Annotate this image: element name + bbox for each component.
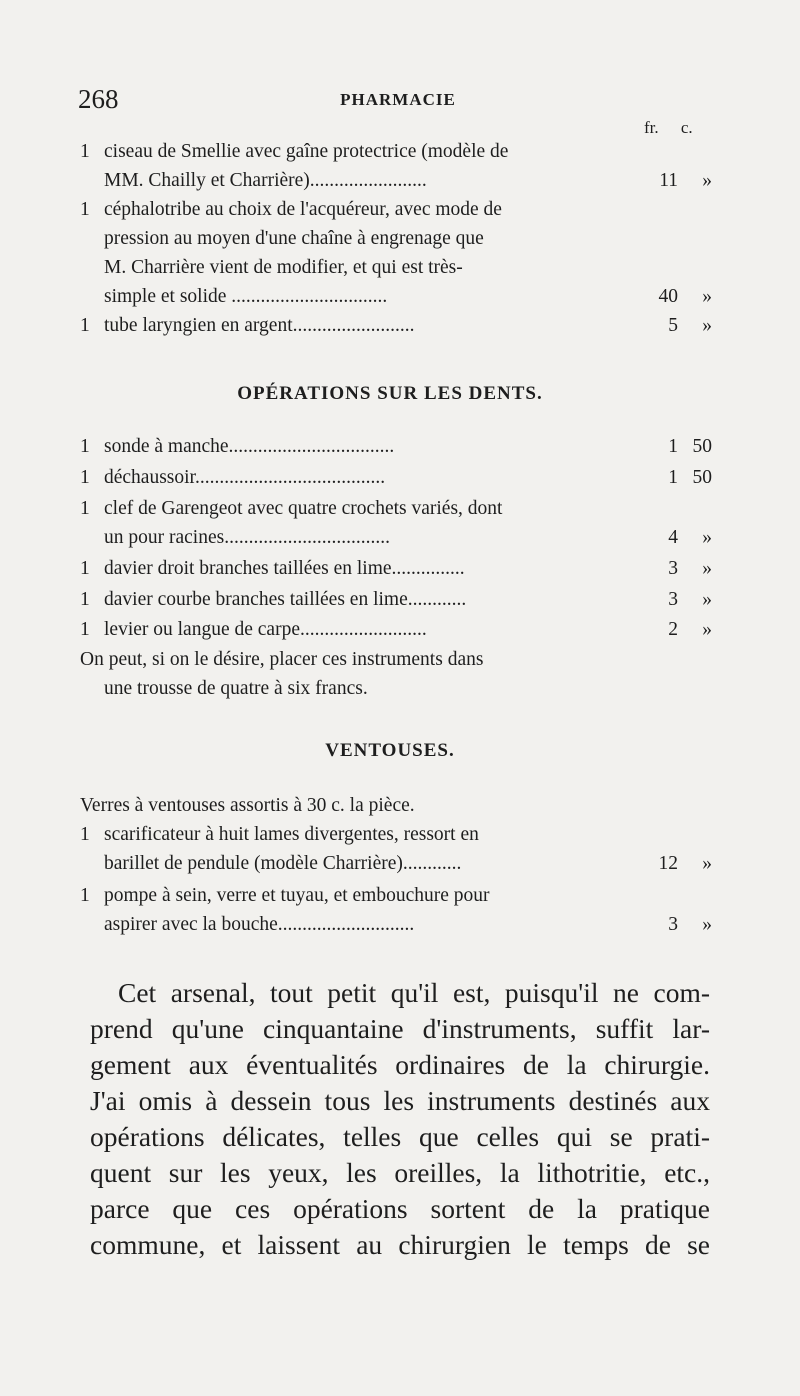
item-price-centimes: »: [702, 527, 712, 548]
item-text-line: clef de Garengeot avec quatre crochets variés, dont: [104, 498, 503, 519]
paragraph-line: J'ai omis à dessein tous les instruments destinés aux: [90, 1085, 710, 1116]
item-text-line: davier droit branches taillées en lime...............: [104, 558, 465, 579]
item-quantity: 1: [80, 436, 90, 457]
item-price-centimes: »: [702, 853, 712, 874]
item-price-francs: 1: [668, 467, 678, 488]
item-price-francs: 4: [668, 527, 678, 548]
list-item: [80, 554, 710, 583]
teeth-note: [80, 645, 710, 703]
list-item: [80, 615, 710, 644]
item-text-line: sonde à manche..................................: [104, 436, 395, 457]
item-text-line: tube laryngien en argent.........................: [104, 315, 415, 336]
section-title-teeth: OPÉRATIONS SUR LES DENTS.: [237, 383, 543, 404]
item-price-francs: 40: [658, 286, 678, 307]
item-text-line: pompe à sein, verre et tuyau, et embouchure pour: [104, 885, 490, 906]
list-item: [80, 585, 710, 614]
paragraph-line: parce que ces opérations sortent de la pratique: [90, 1193, 710, 1224]
list-item: [80, 311, 710, 340]
item-price-centimes: »: [702, 619, 712, 640]
item-price-francs: 2: [668, 619, 678, 640]
item-text-line: barillet de pendule (modèle Charrière)............: [104, 853, 462, 874]
item-price-centimes: 50: [692, 436, 712, 457]
item-text-line: céphalotribe au choix de l'acquéreur, avec mode de: [104, 199, 502, 220]
item-text-line: scarificateur à huit lames divergentes, ressort en: [104, 824, 479, 845]
paragraph-line: Cet arsenal, tout petit qu'il est, puisqu'il ne com-: [118, 977, 710, 1008]
currency-header: [644, 118, 693, 138]
item-text-line: davier courbe branches taillées en lime............: [104, 589, 467, 610]
item-price-francs: 3: [668, 589, 678, 610]
item-quantity: 1: [80, 619, 90, 640]
paragraph-line: prend qu'une cinquantaine d'instruments, suffit lar-: [90, 1013, 710, 1044]
item-price-centimes: »: [702, 914, 712, 935]
item-text-line: un pour racines..................................: [104, 527, 390, 548]
list-item: [80, 432, 710, 461]
item-quantity: 1: [80, 885, 90, 906]
item-text-line: simple et solide ................................: [104, 286, 388, 307]
item-price-francs: 3: [668, 914, 678, 935]
paragraph-line: gement aux éventualités ordinaires de la chirurgie.: [90, 1049, 710, 1080]
item-quantity: 1: [80, 498, 90, 519]
list-item: [80, 195, 710, 311]
item-price-centimes: 50: [692, 467, 712, 488]
item-price-francs: 3: [668, 558, 678, 579]
item-text-line: levier ou langue de carpe..........................: [104, 619, 427, 640]
list-item: [80, 881, 710, 939]
paragraph-line: commune, et laissent au chirurgien le temps de se: [90, 1229, 710, 1260]
item-quantity: 1: [80, 824, 90, 845]
item-text-line: pression au moyen d'une chaîne à engrenage que: [104, 228, 484, 249]
item-price-centimes: »: [702, 315, 712, 336]
page-header: [78, 84, 718, 120]
item-text-line: aspirer avec la bouche............................: [104, 914, 415, 935]
item-quantity: 1: [80, 199, 90, 220]
item-price-centimes: »: [702, 589, 712, 610]
list-item: [80, 137, 710, 195]
note-line: Verres à ventouses assortis à 30 c. la pièce.: [80, 795, 415, 816]
currency-francs-label: fr.: [644, 118, 659, 137]
cups-intro: [80, 791, 710, 820]
section-title-cups: VENTOUSES.: [325, 740, 455, 761]
item-price-francs: 12: [658, 853, 678, 874]
list-item: [80, 463, 710, 492]
body-paragraph: [90, 975, 710, 1263]
item-price-francs: 11: [659, 170, 678, 191]
item-price-centimes: »: [702, 170, 712, 191]
paragraph-line: quent sur les yeux, les oreilles, la lithotritie, etc.,: [90, 1157, 710, 1188]
item-quantity: 1: [80, 558, 90, 579]
item-quantity: 1: [80, 589, 90, 610]
note-line: On peut, si on le désire, placer ces instruments dans: [80, 649, 484, 670]
item-text-line: ciseau de Smellie avec gaîne protectrice (modèle de: [104, 141, 509, 162]
item-price-francs: 1: [668, 436, 678, 457]
page-number: 268: [78, 84, 119, 114]
item-price-centimes: »: [702, 558, 712, 579]
item-quantity: 1: [80, 141, 90, 162]
item-text-line: MM. Chailly et Charrière)........................: [104, 170, 427, 191]
item-text-line: M. Charrière vient de modifier, et qui est très-: [104, 257, 463, 278]
running-title: PHARMACIE: [340, 90, 456, 109]
item-quantity: 1: [80, 315, 90, 336]
item-quantity: 1: [80, 467, 90, 488]
item-price-centimes: »: [702, 286, 712, 307]
paragraph-line: opérations délicates, telles que celles qui se prati-: [90, 1121, 710, 1152]
item-price-francs: 5: [668, 315, 678, 336]
item-text-line: déchaussoir.......................................: [104, 467, 386, 488]
list-item: [80, 494, 710, 552]
note-line: une trousse de quatre à six francs.: [104, 678, 368, 699]
currency-centimes-label: c.: [680, 118, 693, 137]
list-item: [80, 820, 710, 878]
